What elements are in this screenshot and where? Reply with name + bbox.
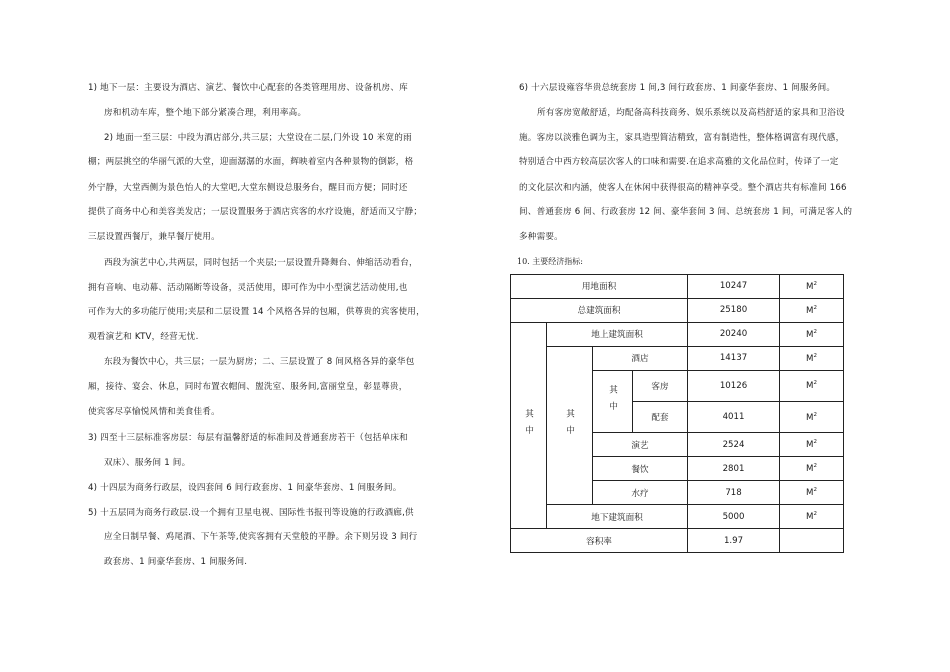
cell-value: 2801 xyxy=(688,457,780,481)
cell-label: 地上建筑面积 xyxy=(547,322,688,346)
right-p2-line2: 施。客房以淡雅色调为主，家具造型简洁精致，富有制造性，整体格调富有现代感， xyxy=(519,133,845,143)
table-row xyxy=(511,322,844,346)
cell-label: 配套 xyxy=(633,401,688,432)
cell-unit: $M^2$ xyxy=(780,433,844,457)
table-row xyxy=(511,505,844,529)
table-row xyxy=(511,275,844,299)
left-p7-line3: 政套房、1 间豪华套房、1 间服务间. xyxy=(104,557,248,567)
left-p2-line4: 提供了商务中心和美容美发店；一层设置服务于酒店宾客的水疗设施，舒适而又宁静； xyxy=(88,207,423,217)
right-p2-line4: 的文化层次和内涵，使客人在休闲中获得很高的精神享受。整个酒店共有标准间 166 xyxy=(519,183,847,193)
left-p7-line1: 5) 十五层同为商务行政层.设一个拥有卫星电视、国际性书报刊等设施的行政酒廊,供 xyxy=(88,508,414,518)
cell-unit: $M^2$ xyxy=(780,481,844,505)
table-title: 10. 主要经济指标: xyxy=(517,257,583,266)
cell-unit: $M^2$ xyxy=(780,401,844,432)
left-p1-line1: 1) 地下一层：主要设为酒店、演艺、餐饮中心配套的各类管理用房、设备机房、库 xyxy=(88,83,408,93)
cell-qizhong-outer: 其中 xyxy=(511,322,547,528)
left-p5-line2: 双床）、服务间 1 间。 xyxy=(104,458,191,468)
cell-value: 25180 xyxy=(688,298,780,322)
cell-value: 5000 xyxy=(688,505,780,529)
right-p1-line1: 6) 十六层设雍容华贵总统套房 1 间,3 间行政套房、1 间豪华套房、1 间服务间。 xyxy=(519,83,836,93)
cell-unit: $M^2$ xyxy=(780,370,844,401)
cell-value: 1.97 xyxy=(688,529,780,553)
cell-unit: $M^2$ xyxy=(780,298,844,322)
economic-indicators-table xyxy=(510,274,844,553)
left-p5-line1: 3) 四至十三层标准客房层：每层有温馨舒适的标准间及普通套房若干（包括单床和 xyxy=(88,433,408,443)
left-p7-line2: 应全日制早餐、鸡尾酒、下午茶等,使宾客拥有天堂般的平静。余下则另设 3 间行 xyxy=(104,532,418,542)
cell-value: 20240 xyxy=(688,322,780,346)
cell-unit: $M^2$ xyxy=(780,322,844,346)
right-p2-line3: 特别适合中西方较高层次客人的口味和需要.在追求高雅的文化品位时，传译了一定 xyxy=(519,157,839,167)
cell-unit: $M^2$ xyxy=(780,275,844,299)
cell-value: 10126 xyxy=(688,370,780,401)
cell-unit: $M^2$ xyxy=(780,505,844,529)
cell-label: 水疗 xyxy=(593,481,688,505)
cell-label: 客房 xyxy=(633,370,688,401)
cell-value: 4011 xyxy=(688,401,780,432)
cell-value: 10247 xyxy=(688,275,780,299)
table-row xyxy=(511,298,844,322)
cell-value: 2524 xyxy=(688,433,780,457)
left-p4-line1: 东段为餐饮中心，共三层；一层为厨房；二、三层设置了 8 间风格各异的豪华包 xyxy=(104,357,415,367)
left-p2-line3: 外宁静，大堂西侧为景色怡人的大堂吧,大堂东侧设总服务台，醒目而方便；同时还 xyxy=(88,183,408,193)
table-row xyxy=(511,346,844,370)
cell-unit: $M^2$ xyxy=(780,346,844,370)
left-p4-line3: 使宾客尽享愉悦风情和美食佳肴。 xyxy=(88,407,220,417)
cell-value: 718 xyxy=(688,481,780,505)
cell-qizhong-middle: 其中 xyxy=(547,346,593,504)
right-p2-line5: 间、普通套房 6 间、行政套房 12 间、豪华套间 3 间、总统套房 1 间，可满足客人的 xyxy=(519,207,853,217)
left-p3-line2: 拥有音响、电动幕、活动隔断等设备，灵活使用，即可作为中小型演艺活动使用,也 xyxy=(88,283,408,293)
left-p3-line1: 西段为演艺中心,共两层，同时包括一个夹层;一层设置升降舞台、伸缩活动看台， xyxy=(104,258,418,268)
right-p2-line1: 所有客房宽敞舒适，均配备高科技商务、娱乐系统以及高档舒适的家具和卫浴设 xyxy=(537,108,845,118)
cell-label: 总建筑面积 xyxy=(511,298,688,322)
cell-unit: $M^2$ xyxy=(780,457,844,481)
cell-unit-empty xyxy=(780,529,844,553)
cell-label: 地下建筑面积 xyxy=(547,505,688,529)
cell-label: 餐饮 xyxy=(593,457,688,481)
left-p4-line2: 厢，接待、宴会、休息，同时布置衣帽间、盥洗室、服务间,富丽堂皇，彰显尊贵， xyxy=(88,382,408,392)
left-p1-line2: 房和机动车库，整个地下部分紧凑合理，利用率高。 xyxy=(104,108,307,118)
left-p3-line3: 可作为大的多功能厅使用;夹层和二层设置 14 个风格各异的包厢，供尊贵的宾客使用， xyxy=(88,307,425,317)
left-p2-line1: 2) 地面一至三层：中段为酒店部分,共三层；大堂设在二层,门外设 10 米宽的雨 xyxy=(104,133,412,143)
cell-value: 14137 xyxy=(688,346,780,370)
table-row xyxy=(511,529,844,553)
cell-label: 用地面积 xyxy=(511,275,688,299)
right-p2-line6: 多种需要。 xyxy=(519,232,563,242)
cell-label: 容积率 xyxy=(511,529,688,553)
left-p3-line4: 观看演艺和 KTV，经营无忧. xyxy=(88,332,199,342)
left-p2-line5: 三层设置西餐厅，兼早餐厅使用。 xyxy=(88,232,220,242)
cell-label: 酒店 xyxy=(593,346,688,370)
left-p6-line1: 4) 十四层为商务行政层，设四套间 6 间行政套房、1 间豪华套房、1 间服务间。 xyxy=(88,483,402,493)
cell-label: 演艺 xyxy=(593,433,688,457)
left-p2-line2: 棚；两层挑空的华丽气派的大堂，迎面潺潺的水面，辉映着室内各种景物的倒影，格 xyxy=(88,157,414,167)
cell-qizhong-inner: 其中 xyxy=(593,370,633,433)
